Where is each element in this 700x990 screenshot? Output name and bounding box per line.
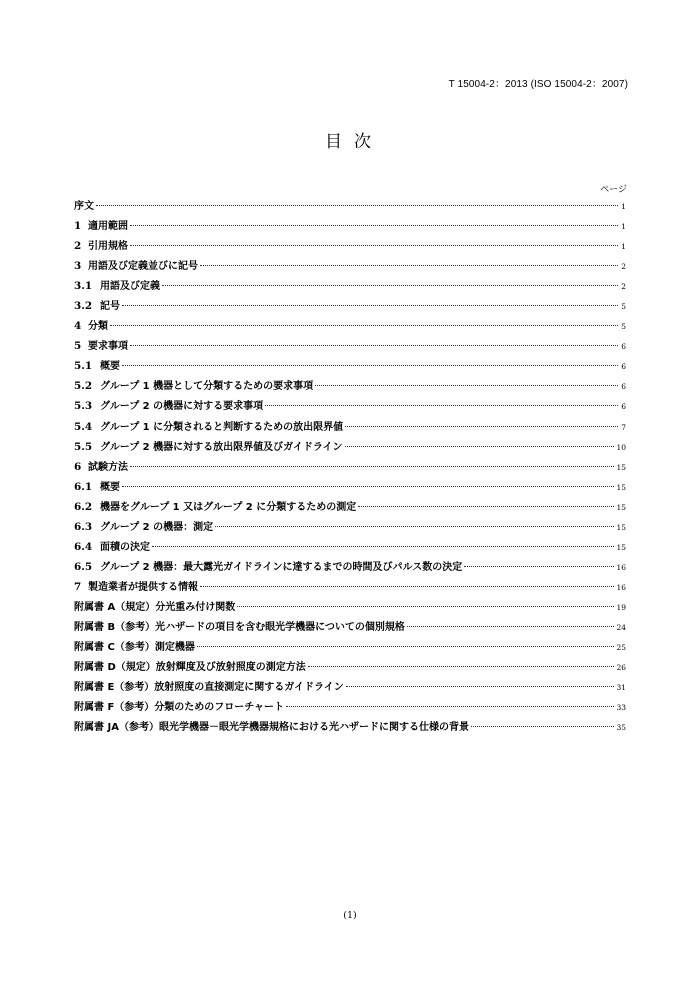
toc-entry-page: 15 [616, 482, 626, 492]
toc-entry[interactable] [74, 638, 626, 658]
dot-leader [197, 646, 615, 647]
toc-entry-title: 適用範囲 [88, 221, 128, 233]
toc-entry-page: 15 [616, 522, 626, 532]
toc-entry[interactable] [74, 658, 626, 678]
toc-entry-title: 用語及び定義並びに記号 [88, 261, 198, 273]
toc-entry-page: 35 [616, 723, 626, 733]
toc-entry-number: 6.1 [74, 480, 93, 493]
toc-entry-page: 2 [621, 262, 626, 272]
dot-leader [130, 345, 618, 346]
dot-leader [471, 726, 615, 727]
toc-entry-page: 26 [616, 663, 626, 673]
toc-entry-title: 試験方法 [88, 461, 128, 473]
dot-leader [122, 486, 614, 487]
dot-leader [122, 305, 618, 306]
toc-entry-page: 25 [616, 643, 626, 653]
toc-entry-title: グループ 1 機器として分類するための要求事項 [100, 381, 314, 393]
toc-entry-number: 6 [74, 460, 82, 473]
toc-entry-title: 用語及び定義 [100, 281, 160, 293]
toc-entry[interactable] [74, 237, 626, 257]
toc-entry-page: 1 [621, 202, 626, 211]
toc-entry-page: 6 [621, 362, 626, 372]
toc-entry-number: 2 [74, 240, 82, 253]
dot-leader [315, 385, 618, 386]
toc-entry-title: グループ 2 の機器に対する要求事項 [100, 401, 264, 413]
toc-entry-page: 19 [616, 602, 626, 612]
dot-leader [358, 506, 614, 507]
toc-entry-number: 6.2 [74, 500, 93, 513]
toc-entry-title: 概要 [100, 481, 120, 493]
toc-entry-page: 16 [616, 562, 626, 572]
toc-entry[interactable] [74, 297, 626, 317]
dot-leader [122, 365, 618, 366]
page-title: 目次 [325, 132, 383, 152]
toc-entry-page: 5 [621, 322, 626, 332]
toc-entry[interactable] [74, 458, 626, 478]
toc-entry-title: グループ 2 機器に対する放出限界値及びガイドライン [100, 441, 343, 453]
toc-entry-title: 機器をグループ 1 又はグループ 2 に分類するための測定 [100, 501, 357, 513]
toc-entry-title: 附属書 E（参考）放射照度の直接測定に関するガイドライン [74, 682, 344, 694]
toc-entry-page: 16 [616, 582, 626, 592]
dot-leader [237, 606, 614, 607]
toc-entry-title: 要求事項 [88, 341, 128, 353]
toc-entry-title: 附属書 B（参考）光ハザードの項目を含む眼光学機器についての個別規格 [74, 621, 405, 633]
toc-entry-page: 6 [621, 402, 626, 412]
page-column-label: ページ [600, 185, 627, 195]
toc-entry-page: 1 [621, 242, 626, 252]
toc-entry-number: 6.3 [74, 520, 93, 533]
toc-entry-number: 5 [74, 340, 82, 353]
toc-entry-number: 5.5 [74, 440, 93, 453]
toc-entry[interactable] [74, 618, 626, 638]
toc-entry-number: 6.4 [74, 540, 93, 553]
toc-entry-title: グループ 1 に分類されると判断するための放出限界値 [100, 421, 344, 433]
toc-entry[interactable] [74, 418, 626, 438]
page-footer-number: (1) [343, 910, 357, 921]
toc-entry-title: 附属書 JA（参考）眼光学機器－眼光学機器規格における光ハザードに関する仕様の背景 [74, 722, 469, 734]
toc-entry-number: 4 [74, 320, 82, 333]
toc-entry-number: 5.3 [74, 400, 93, 413]
toc-entry-number: 3.2 [74, 300, 93, 313]
toc-entry-title: 附属書 F（参考）分類のためのフローチャート [74, 702, 285, 714]
toc-entry-title: 記号 [100, 301, 120, 313]
toc-entry-page: 10 [616, 442, 626, 452]
document-number: T 15004-2：2013 (ISO 15004-2：2007) [448, 79, 628, 90]
toc-entry[interactable] [74, 678, 626, 698]
toc-entry[interactable] [74, 498, 626, 518]
toc-entry[interactable] [74, 478, 626, 498]
toc-entry[interactable] [74, 357, 626, 377]
dot-leader [130, 466, 614, 467]
toc-entry-page: 7 [621, 422, 626, 432]
dot-leader [200, 265, 618, 266]
dot-leader [130, 225, 618, 226]
toc-entry[interactable] [74, 377, 626, 397]
toc-entry[interactable] [74, 257, 626, 277]
dot-leader [407, 626, 615, 627]
toc-entry-title: 序文 [74, 201, 94, 212]
toc-entry-title: 附属書 A（規定）分光重み付け関数 [74, 601, 236, 613]
dot-leader [110, 325, 618, 326]
dot-leader [96, 205, 618, 206]
dot-leader [265, 405, 618, 406]
toc-entry[interactable] [74, 598, 626, 618]
toc-entry[interactable] [74, 698, 626, 718]
toc-entry-number: 5.4 [74, 420, 93, 433]
toc-entry[interactable] [74, 538, 626, 558]
toc-entry-page: 31 [616, 683, 626, 693]
toc-entry-page: 15 [616, 462, 626, 472]
toc-entry-title: 附属書 D（規定）放射輝度及び放射照度の測定方法 [74, 662, 306, 674]
toc-entry-number: 5.1 [74, 360, 93, 373]
toc-entry[interactable] [74, 197, 626, 217]
toc-entry[interactable] [74, 718, 626, 738]
toc-entry-page: 1 [621, 222, 626, 232]
toc-entry-page: 2 [621, 282, 626, 292]
toc-entry[interactable] [74, 337, 626, 357]
toc-entry-page: 15 [616, 542, 626, 552]
toc-entry-title: 附属書 C（参考）測定機器 [74, 642, 195, 654]
table-of-contents [74, 197, 626, 738]
toc-entry-title: グループ 2 の機器：測定 [100, 521, 214, 533]
dot-leader [162, 285, 618, 286]
toc-entry-title: 製造業者が提供する情報 [88, 581, 198, 593]
toc-entry-page: 6 [621, 342, 626, 352]
toc-entry-page: 24 [616, 622, 626, 632]
dot-leader [308, 666, 615, 667]
dot-leader [130, 245, 618, 246]
dot-leader [200, 586, 614, 587]
toc-entry-number: 5.2 [74, 380, 93, 393]
toc-entry-number: 1 [74, 220, 82, 233]
toc-entry[interactable] [74, 317, 626, 337]
toc-entry-title: 引用規格 [88, 241, 128, 253]
toc-entry[interactable] [74, 438, 626, 458]
toc-entry-title: 分類 [88, 321, 108, 333]
toc-entry-title: グループ 2 機器：最大露光ガイドラインに達するまでの時間及びパルス数の決定 [100, 561, 463, 573]
toc-entry-number: 3.1 [74, 280, 93, 293]
toc-entry-title: 概要 [100, 361, 120, 373]
dot-leader [345, 446, 615, 447]
toc-entry[interactable] [74, 277, 626, 297]
toc-entry-title: 面積の決定 [100, 541, 150, 553]
dot-leader [286, 706, 614, 707]
dot-leader [464, 566, 614, 567]
toc-entry[interactable] [74, 217, 626, 237]
dot-leader [215, 526, 614, 527]
toc-entry-page: 33 [616, 703, 626, 713]
toc-entry[interactable] [74, 558, 626, 578]
dot-leader [152, 546, 614, 547]
toc-entry-number: 6.5 [74, 560, 93, 573]
toc-entry[interactable] [74, 518, 626, 538]
toc-entry-page: 5 [621, 302, 626, 312]
toc-entry-page: 6 [621, 382, 626, 392]
toc-entry-number: 7 [74, 580, 82, 593]
toc-entry-page: 15 [616, 502, 626, 512]
toc-entry[interactable] [74, 397, 626, 417]
toc-entry[interactable] [74, 578, 626, 598]
toc-entry-number: 3 [74, 260, 82, 273]
dot-leader [345, 426, 618, 427]
dot-leader [346, 686, 615, 687]
